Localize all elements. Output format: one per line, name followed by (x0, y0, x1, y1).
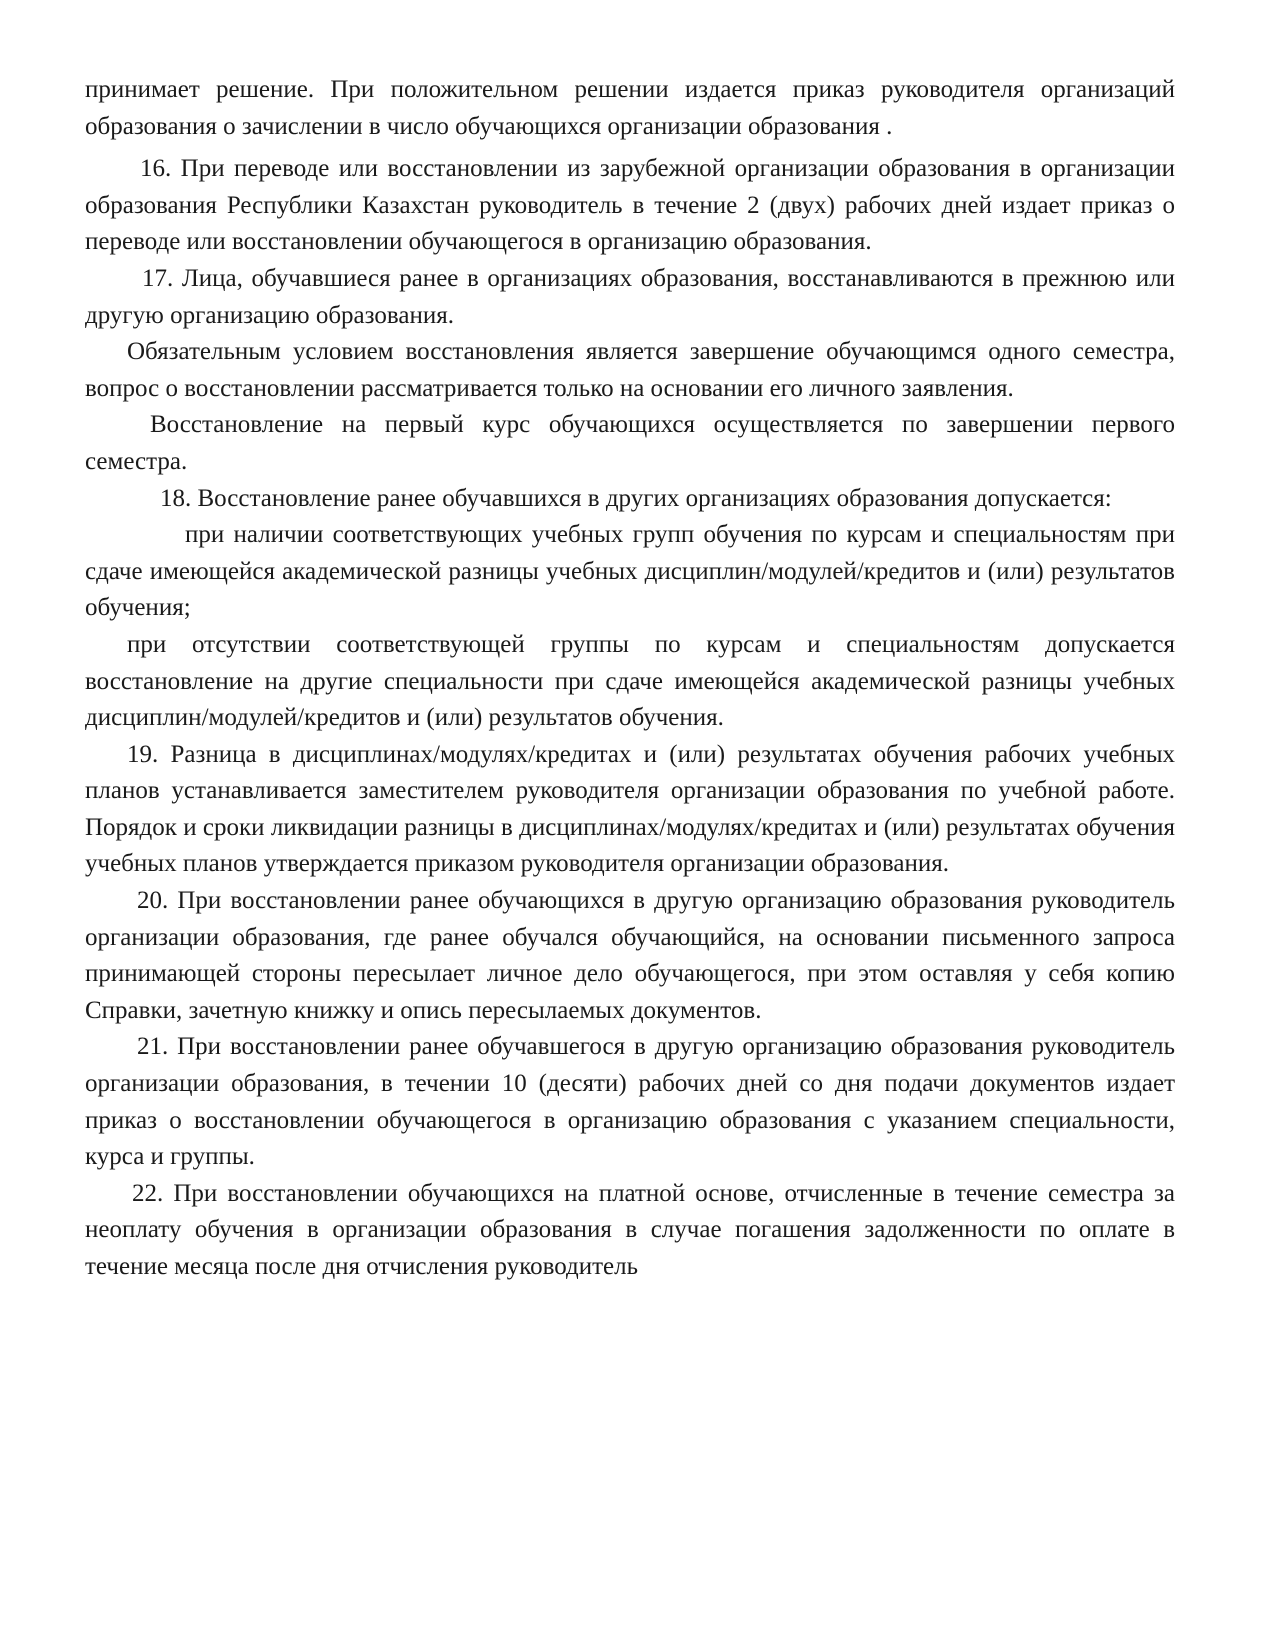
paragraph-19: 19. Разница в дисциплинах/модулях/кредитах и (или) результатах обучения рабочих учебных планов устанавливается заместителем руководителя организации образования по учебной работе. Порядок и сроки ликвидации разницы в дисциплинах/модулях/кредитах и (или) результатах обучения учебных планов утверждается приказом руководителя организации образования. (85, 740, 1175, 878)
paragraph-17-condition: Обязательным условием восстановления является завершение обучающимся одного семестра, вопрос о восстановлении рассматривается только на основании его личного заявления. (85, 338, 1175, 402)
paragraph-18-item-2: при отсутствии соответствующей группы по курсам и специальностям допускается восстановление на другие специальности при сдаче имеющейся академической разницы учебных дисциплин/модулей/кредитов и (или) результатов обучения. (85, 630, 1175, 732)
document-page (85, 72, 1175, 1286)
paragraph-18-item-1: при наличии соответствующих учебных групп обучения по курсам и специальностям при сдаче имеющейся академической разницы учебных дисциплин/модулей/кредитов и (или) результатов обучения; (85, 521, 1175, 622)
paragraph-17-first-course: Восстановление на первый курс обучающихся осуществляется по завершении первого семестра. (85, 411, 1175, 475)
paragraph-continuation: принимает решение. При положительном решении издается приказ руководителя организаций образования о зачислении в число обучающихся организации образования . (85, 76, 1175, 140)
paragraph-18: 18. Восстановление ранее обучавшихся в других организациях образования допускается: (160, 484, 1112, 512)
paragraph-17: 17. Лица, обучавшиеся ранее в организациях образования, восстанавливаются в прежнюю или другую организацию образования. (85, 264, 1175, 329)
paragraph-21: 21. При восстановлении ранее обучавшегося в другую организацию образования руководитель организации образования, в течении 10 (десяти) рабочих дней со дня подачи документов издает приказ о восстановлении обучающегося в организацию образования с указанием специальности, курса и группы. (85, 1033, 1175, 1171)
paragraph-16: 16. При переводе или восстановлении из зарубежной организации образования в организации образования Республики Казахстан руководитель в течение 2 (двух) рабочих дней издает приказ о переводе или восстановлении обучающегося в организацию образования. (85, 155, 1175, 256)
paragraph-22: 22. При восстановлении обучающихся на платной основе, отчисленные в течение семестра за неоплату обучения в организации образования в случае погашения задолженности по оплате в течение месяца после дня отчисления руководитель (85, 1179, 1175, 1280)
paragraph-20: 20. При восстановлении ранее обучающихся в другую организацию образования руководитель организации образования, где ранее обучался обучающийся, на основании письменного запроса принимающей стороны пересылает личное дело обучающегося, при этом оставляя у себя копию Справки, зачетную книжку и опись пересылаемых документов. (85, 887, 1175, 1024)
